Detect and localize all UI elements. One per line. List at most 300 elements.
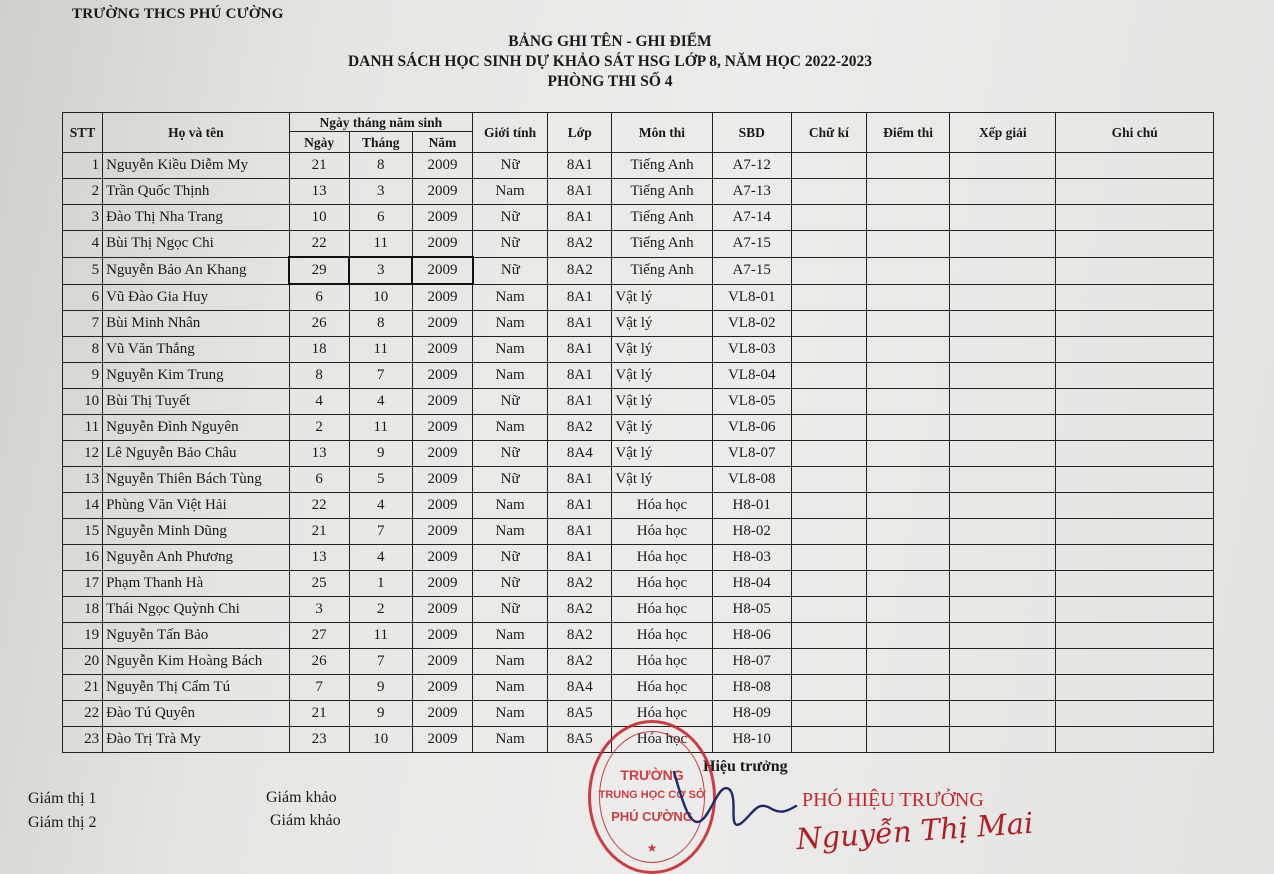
row-gender: Nữ [473, 153, 548, 179]
row-stt: 12 [63, 441, 103, 467]
row-rank [950, 675, 1056, 701]
table-row [63, 231, 1214, 258]
row-gender: Nữ [473, 441, 548, 467]
row-signature [791, 179, 866, 205]
row-rank [950, 493, 1056, 519]
row-note [1056, 519, 1214, 545]
row-name: Nguyễn Minh Dũng [103, 519, 289, 545]
row-signature [791, 389, 866, 415]
header-sbd: SBD [712, 113, 791, 153]
row-score [867, 597, 950, 623]
table-row [63, 441, 1214, 467]
row-signature [791, 337, 866, 363]
row-month: 11 [349, 337, 412, 363]
row-name: Phạm Thanh Hà [103, 571, 289, 597]
row-stt: 7 [63, 311, 103, 337]
row-note [1056, 545, 1214, 571]
row-month: 4 [349, 493, 412, 519]
row-sbd: VL8-08 [712, 467, 791, 493]
table-row [63, 649, 1214, 675]
row-gender: Nam [473, 701, 548, 727]
row-stt: 22 [63, 701, 103, 727]
row-subject: Vật lý [612, 284, 712, 311]
row-stt: 4 [63, 231, 103, 258]
row-month: 7 [349, 363, 412, 389]
row-score [867, 571, 950, 597]
row-month: 6 [349, 205, 412, 231]
row-day: 22 [289, 231, 349, 258]
stamp-line-1: TRƯỜNG [620, 767, 684, 783]
table-row [63, 311, 1214, 337]
row-gender: Nữ [473, 597, 548, 623]
row-stt: 14 [63, 493, 103, 519]
row-day: 21 [289, 153, 349, 179]
row-month: 11 [349, 623, 412, 649]
row-rank [950, 231, 1056, 258]
row-class: 8A1 [548, 545, 612, 571]
row-name: Nguyễn Tấn Bảo [103, 623, 289, 649]
row-rank [950, 519, 1056, 545]
row-class: 8A1 [548, 284, 612, 311]
row-subject: Vật lý [612, 311, 712, 337]
row-month: 2 [349, 597, 412, 623]
row-class: 8A1 [548, 179, 612, 205]
row-day: 21 [289, 701, 349, 727]
row-rank [950, 415, 1056, 441]
header-name: Họ và tên [103, 113, 289, 153]
row-subject: Hóa học [612, 519, 712, 545]
row-year: 2009 [412, 545, 472, 571]
row-month: 8 [349, 153, 412, 179]
row-rank [950, 363, 1056, 389]
row-note [1056, 493, 1214, 519]
row-year: 2009 [412, 493, 472, 519]
row-subject: Tiếng Anh [612, 231, 712, 258]
row-signature [791, 571, 866, 597]
row-month: 9 [349, 701, 412, 727]
row-signature [791, 363, 866, 389]
row-score [867, 205, 950, 231]
row-month: 10 [349, 727, 412, 753]
row-stt: 16 [63, 545, 103, 571]
row-sbd: A7-12 [712, 153, 791, 179]
row-signature [791, 545, 866, 571]
row-name: Đào Trị Trà My [103, 727, 289, 753]
row-subject: Tiếng Anh [612, 153, 712, 179]
row-score [867, 415, 950, 441]
row-rank [950, 179, 1056, 205]
row-day: 13 [289, 179, 349, 205]
row-stt: 8 [63, 337, 103, 363]
row-month: 10 [349, 284, 412, 311]
star-icon: ★ [646, 841, 658, 855]
row-score [867, 311, 950, 337]
table-row [63, 571, 1214, 597]
row-score [867, 337, 950, 363]
row-note [1056, 231, 1214, 258]
row-signature [791, 467, 866, 493]
row-score [867, 284, 950, 311]
row-signature [791, 597, 866, 623]
row-class: 8A2 [548, 623, 612, 649]
row-note [1056, 311, 1214, 337]
row-signature [791, 153, 866, 179]
row-note [1056, 415, 1214, 441]
row-signature [791, 623, 866, 649]
row-day: 23 [289, 727, 349, 753]
row-stt: 5 [63, 257, 103, 284]
table-row [63, 284, 1214, 311]
row-month: 11 [349, 231, 412, 258]
row-score [867, 231, 950, 258]
header-score: Điểm thi [867, 113, 950, 153]
row-gender: Nam [473, 179, 548, 205]
row-sbd: VL8-07 [712, 441, 791, 467]
row-gender: Nam [473, 623, 548, 649]
row-gender: Nữ [473, 257, 548, 284]
row-name: Nguyễn Thiên Bách Tùng [103, 467, 289, 493]
header-stt: STT [63, 113, 103, 153]
row-year: 2009 [412, 597, 472, 623]
row-gender: Nam [473, 727, 548, 753]
row-rank [950, 257, 1056, 284]
row-subject: Hóa học [612, 623, 712, 649]
row-sbd: H8-07 [712, 649, 791, 675]
row-score [867, 545, 950, 571]
signer-name: Nguyễn Thị Mai [795, 805, 1035, 857]
row-stt: 13 [63, 467, 103, 493]
row-year: 2009 [412, 284, 472, 311]
row-year: 2009 [412, 205, 472, 231]
row-rank [950, 571, 1056, 597]
row-sbd: VL8-06 [712, 415, 791, 441]
row-score [867, 727, 950, 753]
table-row [63, 597, 1214, 623]
stamp-line-2: TRUNG HỌC CƠ SỞ [598, 789, 706, 801]
table-row [63, 257, 1214, 284]
row-subject: Hóa học [612, 727, 712, 753]
row-name: Nguyễn Kim Trung [103, 363, 289, 389]
row-note [1056, 337, 1214, 363]
row-note [1056, 284, 1214, 311]
row-name: Nguyễn Đình Nguyên [103, 415, 289, 441]
row-sbd: A7-15 [712, 231, 791, 258]
row-subject: Hóa học [612, 597, 712, 623]
row-name: Nguyễn Anh Phương [103, 545, 289, 571]
row-year: 2009 [412, 571, 472, 597]
row-rank [950, 441, 1056, 467]
row-sbd: H8-09 [712, 701, 791, 727]
row-sbd: H8-06 [712, 623, 791, 649]
header-gender: Giới tính [473, 113, 548, 153]
row-class: 8A2 [548, 415, 612, 441]
row-score [867, 519, 950, 545]
row-year: 2009 [412, 311, 472, 337]
row-name: Vũ Đào Gia Huy [103, 284, 289, 311]
row-sbd: H8-03 [712, 545, 791, 571]
row-class: 8A4 [548, 675, 612, 701]
row-month: 11 [349, 415, 412, 441]
row-year: 2009 [412, 467, 472, 493]
row-day: 13 [289, 545, 349, 571]
row-subject: Vật lý [612, 441, 712, 467]
row-class: 8A2 [548, 257, 612, 284]
header-class: Lớp [548, 113, 612, 153]
row-stt: 18 [63, 597, 103, 623]
row-name: Nguyễn Thị Cẩm Tú [103, 675, 289, 701]
row-day: 6 [289, 467, 349, 493]
row-note [1056, 727, 1214, 753]
student-table [62, 112, 1214, 753]
row-stt: 15 [63, 519, 103, 545]
row-name: Bùi Thị Tuyết [103, 389, 289, 415]
row-class: 8A1 [548, 493, 612, 519]
table-row [63, 415, 1214, 441]
row-stt: 17 [63, 571, 103, 597]
row-signature [791, 675, 866, 701]
row-name: Nguyễn Bảo An Khang [103, 257, 289, 284]
row-day: 18 [289, 337, 349, 363]
row-year: 2009 [412, 519, 472, 545]
row-year: 2009 [412, 441, 472, 467]
row-score [867, 257, 950, 284]
row-score [867, 153, 950, 179]
row-day: 13 [289, 441, 349, 467]
row-signature [791, 231, 866, 258]
row-signature [791, 415, 866, 441]
row-sbd: H8-04 [712, 571, 791, 597]
row-score [867, 623, 950, 649]
row-sbd: A7-13 [712, 179, 791, 205]
row-note [1056, 179, 1214, 205]
row-year: 2009 [412, 389, 472, 415]
row-subject: Hóa học [612, 675, 712, 701]
row-gender: Nam [473, 363, 548, 389]
row-subject: Vật lý [612, 415, 712, 441]
row-note [1056, 441, 1214, 467]
row-signature [791, 311, 866, 337]
row-name: Bùi Thị Ngọc Chi [103, 231, 289, 258]
table-row [63, 467, 1214, 493]
row-rank [950, 597, 1056, 623]
row-note [1056, 205, 1214, 231]
header-subject: Môn thi [612, 113, 712, 153]
row-gender: Nam [473, 415, 548, 441]
row-class: 8A1 [548, 519, 612, 545]
row-stt: 19 [63, 623, 103, 649]
row-rank [950, 467, 1056, 493]
document-titles [300, 32, 920, 92]
row-gender: Nữ [473, 571, 548, 597]
row-signature [791, 493, 866, 519]
row-note [1056, 363, 1214, 389]
row-score [867, 649, 950, 675]
row-day: 2 [289, 415, 349, 441]
row-class: 8A1 [548, 153, 612, 179]
stamp-line-3: PHÚ CƯỜNG [611, 809, 693, 824]
row-day: 22 [289, 493, 349, 519]
row-class: 8A4 [548, 441, 612, 467]
row-day: 6 [289, 284, 349, 311]
header-year: Năm [412, 132, 472, 153]
row-year: 2009 [412, 675, 472, 701]
row-signature [791, 519, 866, 545]
row-stt: 6 [63, 284, 103, 311]
row-class: 8A2 [548, 649, 612, 675]
proctor-2-label: Giám thị 2 [28, 814, 97, 831]
row-gender: Nữ [473, 467, 548, 493]
row-name: Vũ Văn Thắng [103, 337, 289, 363]
row-rank [950, 545, 1056, 571]
table-row [63, 205, 1214, 231]
title-list: DANH SÁCH HỌC SINH DỰ KHẢO SÁT HSG LỚP 8, NĂM HỌC 2022-2023 [347, 53, 873, 70]
row-day: 7 [289, 675, 349, 701]
row-name: Bùi Minh Nhân [103, 311, 289, 337]
row-rank [950, 153, 1056, 179]
row-score [867, 179, 950, 205]
row-year: 2009 [412, 649, 472, 675]
row-note [1056, 701, 1214, 727]
row-year: 2009 [412, 337, 472, 363]
row-sbd: A7-14 [712, 205, 791, 231]
row-year: 2009 [412, 623, 472, 649]
row-stt: 1 [63, 153, 103, 179]
row-sbd: H8-10 [712, 727, 791, 753]
row-subject: Hóa học [612, 571, 712, 597]
row-rank [950, 337, 1056, 363]
row-subject: Hóa học [612, 493, 712, 519]
table-row [63, 545, 1214, 571]
row-name: Đào Tú Quyên [103, 701, 289, 727]
row-score [867, 363, 950, 389]
header-day: Ngày [289, 132, 349, 153]
row-name: Đào Thị Nha Trang [103, 205, 289, 231]
row-name: Trần Quốc Thịnh [103, 179, 289, 205]
row-class: 8A1 [548, 363, 612, 389]
table-row [63, 493, 1214, 519]
row-name: Nguyễn Kim Hoàng Bách [103, 649, 289, 675]
row-signature [791, 727, 866, 753]
row-sbd: VL8-03 [712, 337, 791, 363]
row-month: 4 [349, 389, 412, 415]
row-note [1056, 623, 1214, 649]
row-month: 9 [349, 441, 412, 467]
row-stt: 21 [63, 675, 103, 701]
row-month: 1 [349, 571, 412, 597]
row-note [1056, 675, 1214, 701]
row-stt: 23 [63, 727, 103, 753]
row-sbd: H8-01 [712, 493, 791, 519]
table-row [63, 675, 1214, 701]
row-gender: Nam [473, 311, 548, 337]
row-signature [791, 701, 866, 727]
row-note [1056, 597, 1214, 623]
row-year: 2009 [412, 257, 472, 284]
row-day: 29 [289, 257, 349, 284]
row-sbd: VL8-01 [712, 284, 791, 311]
row-score [867, 701, 950, 727]
row-note [1056, 153, 1214, 179]
row-year: 2009 [412, 727, 472, 753]
header-month: Tháng [349, 132, 412, 153]
row-subject: Vật lý [612, 363, 712, 389]
row-rank [950, 623, 1056, 649]
row-year: 2009 [412, 415, 472, 441]
header-note: Ghi chú [1056, 113, 1214, 153]
row-score [867, 675, 950, 701]
row-class: 8A5 [548, 701, 612, 727]
row-day: 25 [289, 571, 349, 597]
row-score [867, 389, 950, 415]
row-month: 5 [349, 467, 412, 493]
row-subject: Hóa học [612, 701, 712, 727]
signature-scrawl [660, 760, 800, 850]
table-row [63, 623, 1214, 649]
row-day: 4 [289, 389, 349, 415]
row-subject: Vật lý [612, 467, 712, 493]
row-month: 7 [349, 519, 412, 545]
row-signature [791, 441, 866, 467]
row-month: 8 [349, 311, 412, 337]
row-gender: Nam [473, 284, 548, 311]
row-rank [950, 311, 1056, 337]
row-class: 8A5 [548, 727, 612, 753]
table-row [63, 179, 1214, 205]
row-rank [950, 205, 1056, 231]
row-sbd: H8-05 [712, 597, 791, 623]
row-gender: Nam [473, 337, 548, 363]
row-name: Nguyễn Kiều Diễm My [103, 153, 289, 179]
row-stt: 2 [63, 179, 103, 205]
row-gender: Nữ [473, 231, 548, 258]
row-sbd: VL8-04 [712, 363, 791, 389]
row-class: 8A1 [548, 311, 612, 337]
row-rank [950, 727, 1056, 753]
row-day: 26 [289, 311, 349, 337]
table-row [63, 153, 1214, 179]
row-class: 8A1 [548, 205, 612, 231]
row-gender: Nam [473, 519, 548, 545]
row-signature [791, 257, 866, 284]
row-class: 8A2 [548, 571, 612, 597]
row-note [1056, 467, 1214, 493]
row-subject: Vật lý [612, 337, 712, 363]
row-stt: 9 [63, 363, 103, 389]
row-signature [791, 649, 866, 675]
row-year: 2009 [412, 701, 472, 727]
row-name: Phùng Văn Việt Hải [103, 493, 289, 519]
row-class: 8A1 [548, 389, 612, 415]
row-stt: 3 [63, 205, 103, 231]
row-stt: 10 [63, 389, 103, 415]
row-name: Lê Nguyễn Bảo Châu [103, 441, 289, 467]
row-name: Thái Ngọc Quỳnh Chi [103, 597, 289, 623]
row-day: 10 [289, 205, 349, 231]
title-main: BẢNG GHI TÊN - GHI ĐIỂM [508, 33, 712, 50]
table-row [63, 519, 1214, 545]
row-stt: 20 [63, 649, 103, 675]
row-class: 8A2 [548, 597, 612, 623]
proctor-1-label: Giám thị 1 [28, 790, 97, 807]
header-signature: Chữ kí [791, 113, 866, 153]
row-subject: Vật lý [612, 389, 712, 415]
row-rank [950, 389, 1056, 415]
row-rank [950, 284, 1056, 311]
vice-principal-title: PHÓ HIỆU TRƯỞNG [802, 789, 984, 811]
row-year: 2009 [412, 153, 472, 179]
row-month: 9 [349, 675, 412, 701]
row-month: 3 [349, 257, 412, 284]
